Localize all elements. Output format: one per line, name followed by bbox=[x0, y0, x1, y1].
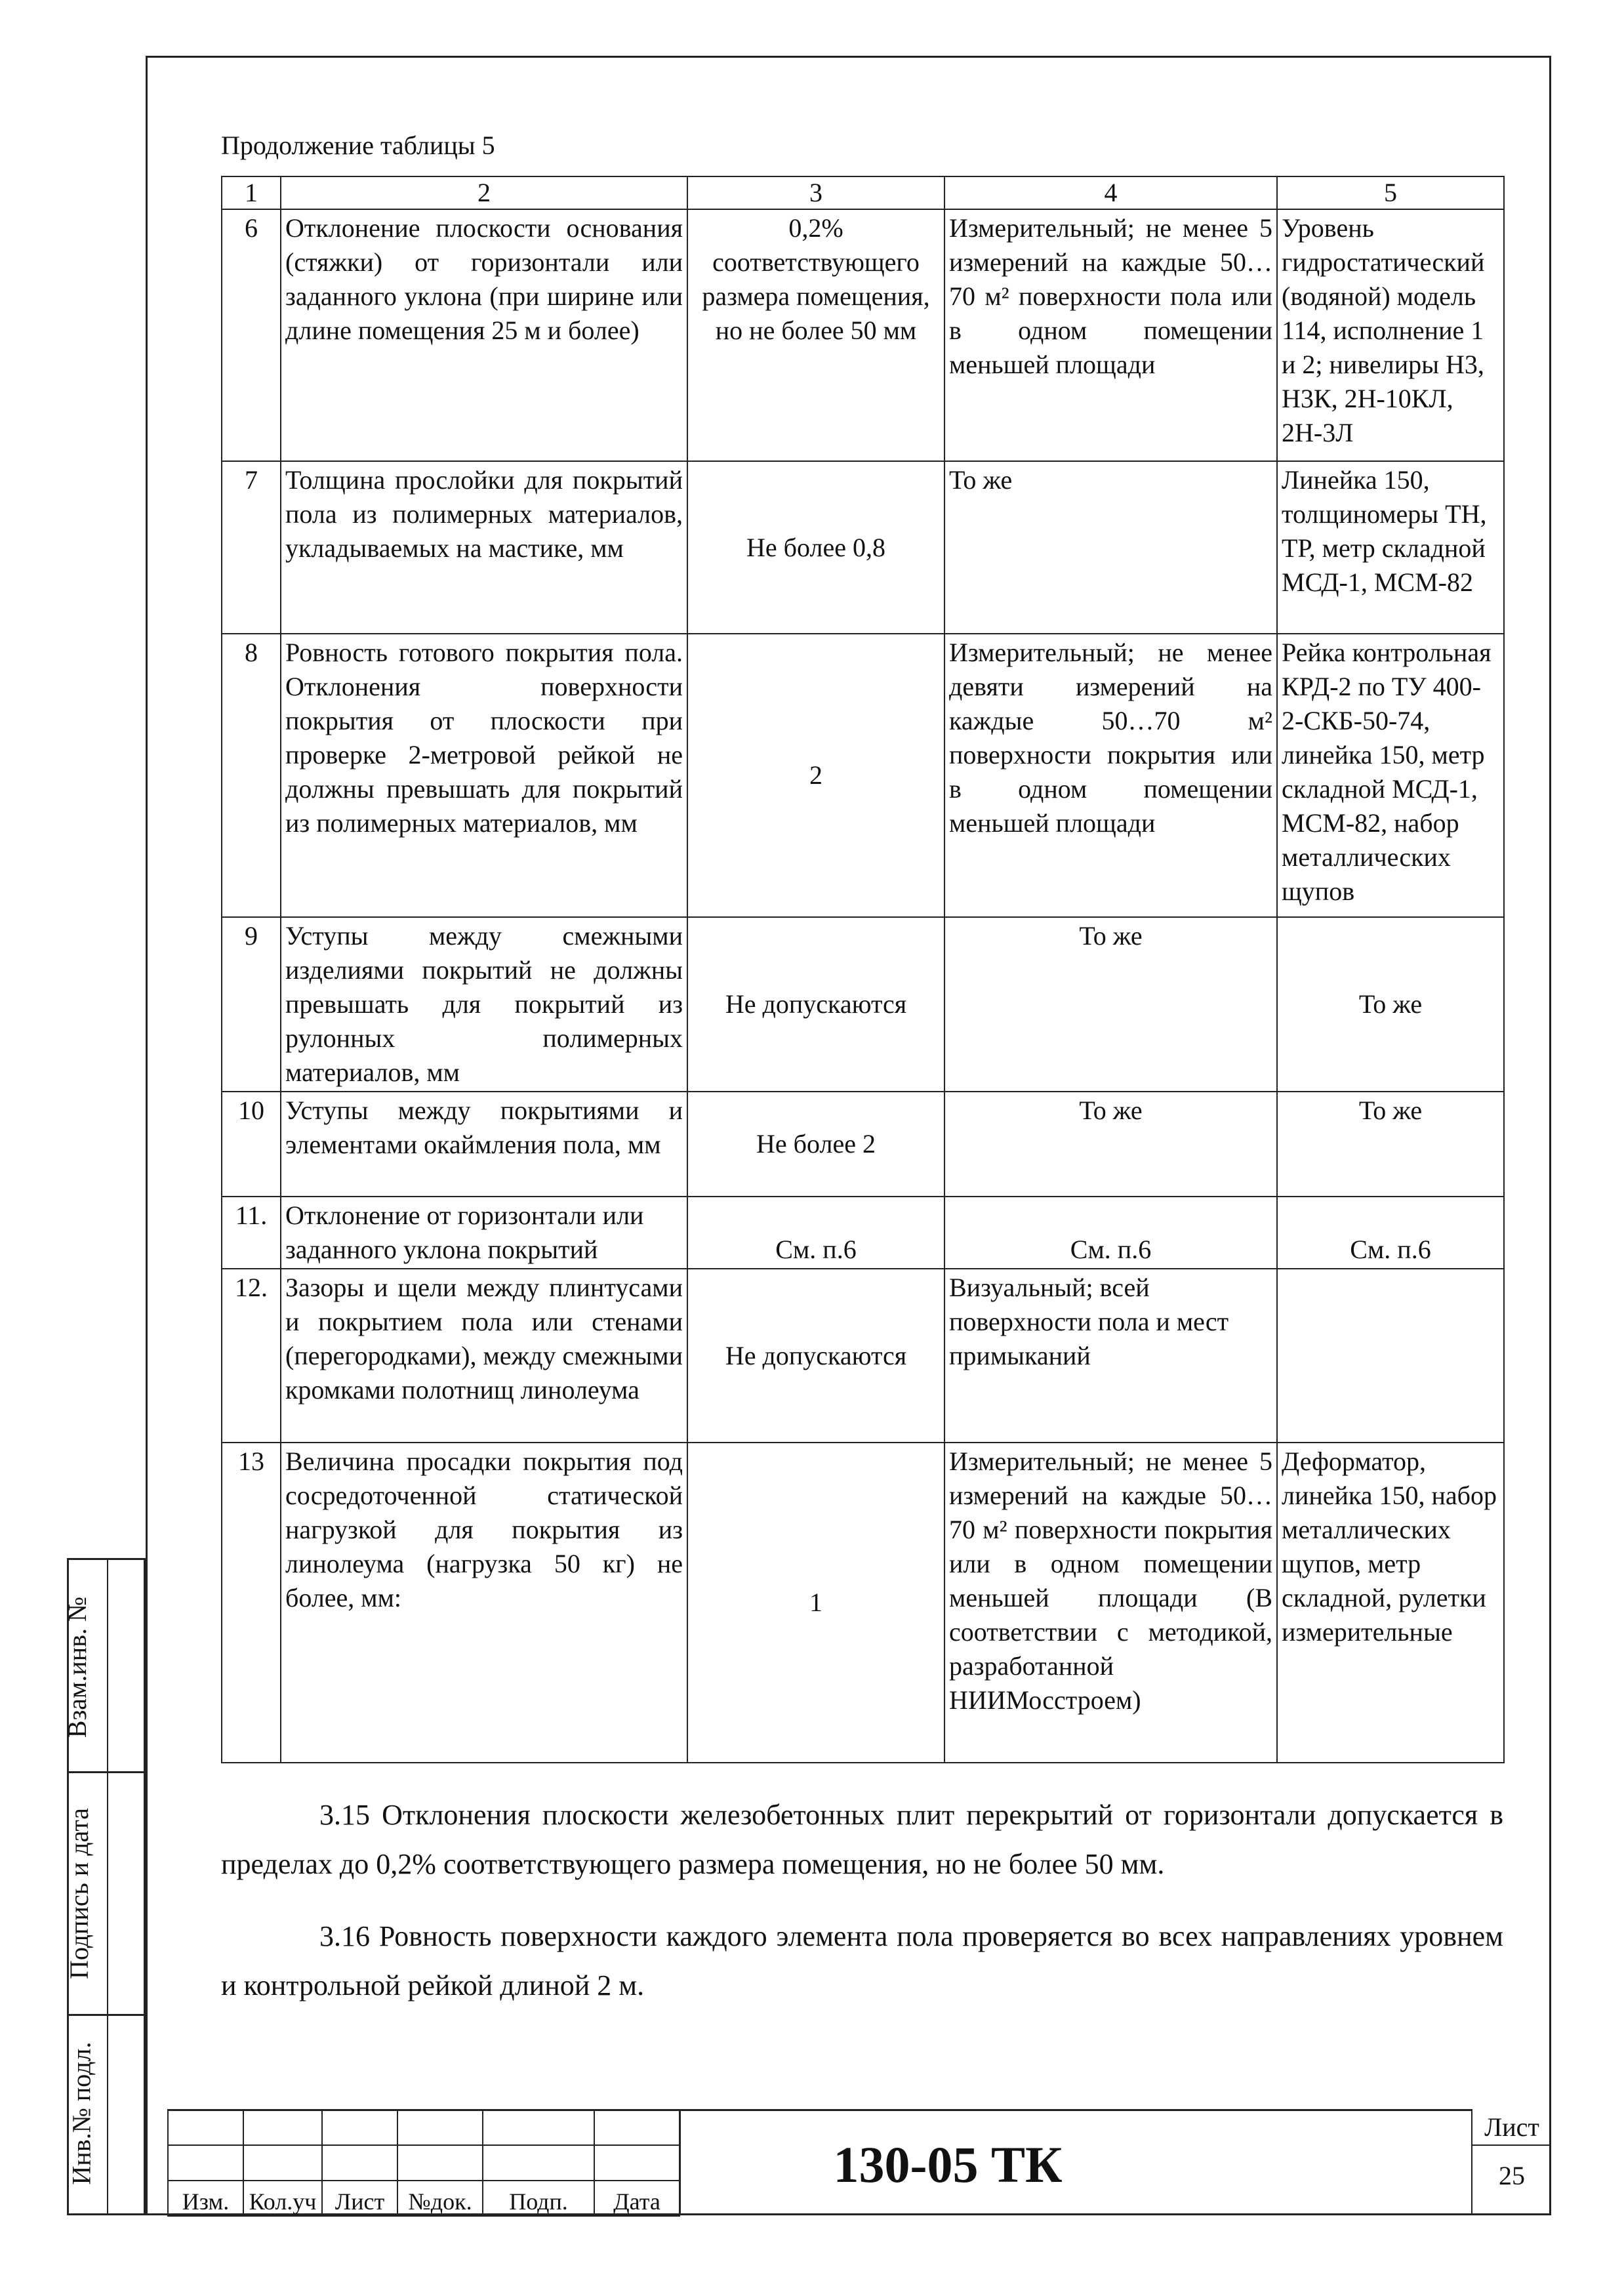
row-tools: Деформатор, линейка 150, набор металлических щупов, метр складной, рулетки измерительные bbox=[1277, 1443, 1504, 1763]
sidebar-podpis-label: Подпись и дата bbox=[64, 1807, 94, 1980]
stamp-col-izm: Изм. bbox=[168, 2181, 243, 2216]
row-value: 0,2% соответствующего размера помещения, но не более 50 мм bbox=[687, 209, 944, 461]
row-value: 2 bbox=[687, 634, 944, 917]
row-method: То же bbox=[944, 1092, 1277, 1197]
row-number: 6 bbox=[222, 209, 281, 461]
title-block-grid bbox=[167, 2109, 680, 2217]
requirements-table bbox=[221, 176, 1505, 1763]
row-parameter: Величина просадки покрытия под сосредоточенной статической нагрузкой для покрытия из линолеума (нагрузка 50 кг) не более, мм: bbox=[281, 1443, 687, 1763]
header-col-1: 1 bbox=[222, 176, 281, 209]
sheet-number: 25 bbox=[1499, 2161, 1525, 2190]
stamp-col-podp: Подп. bbox=[483, 2181, 594, 2216]
row-method: Измерительный; не менее 5 измерений на каждые 50…70 м² поверхности пола или в одном помещении меньшей площади bbox=[944, 209, 1277, 461]
table-row bbox=[222, 917, 1504, 1092]
row-parameter: Уступы между покрытиями и элементами окаймления пола, мм bbox=[281, 1092, 687, 1197]
title-block bbox=[167, 2109, 1551, 2215]
paragraph-3-16: 3.16 Ровность поверхности каждого элемента пола проверяется во всех направлениях уровнем и контрольной рейкой длиной 2 м. bbox=[221, 1920, 1503, 2001]
row-tools: Линейка 150, толщиномеры ТН, ТР, метр складной МСД-1, МСМ-82 bbox=[1277, 461, 1504, 634]
row-value: См. п.6 bbox=[687, 1197, 944, 1269]
row-parameter: Ровность готового покрытия пола. Отклонения поверхности покрытия от плоскости при проверке 2-метровой рейкой не должны превышать для покрытий из полимерных материалов, мм bbox=[281, 634, 687, 917]
table-row bbox=[222, 1269, 1504, 1443]
row-tools: Рейка контрольная КРД-2 по ТУ 400-2-СКБ-50-74, линейка 150, метр складной МСД-1, МСМ-82, набор металлических щупов bbox=[1277, 634, 1504, 917]
table-row bbox=[222, 1443, 1504, 1763]
sidebar-inv-label: Инв.№ подл. bbox=[66, 2041, 96, 2185]
header-col-2: 2 bbox=[281, 176, 687, 209]
row-tools: См. п.6 bbox=[1277, 1197, 1504, 1269]
sidebar-cell-vzam bbox=[62, 1560, 144, 1773]
table-row bbox=[222, 634, 1504, 917]
row-value: 1 bbox=[687, 1443, 944, 1763]
row-number: 13 bbox=[222, 1443, 281, 1763]
sidebar-cell-podpis bbox=[64, 1773, 144, 2016]
row-method: То же bbox=[944, 461, 1277, 634]
row-parameter: Уступы между смежными изделиями покрытий не должны превышать для покрытий из рулонных полимерных материалов, мм bbox=[281, 917, 687, 1092]
row-number: 8 bbox=[222, 634, 281, 917]
header-col-5: 5 bbox=[1277, 176, 1504, 209]
stamp-col-list: Лист bbox=[322, 2181, 397, 2216]
row-parameter: Зазоры и щели между плинтусами и покрытием пола или стенами (перегородками), между смежными кромками полотнищ линолеума bbox=[281, 1269, 687, 1443]
sheet-label: Лист bbox=[1472, 2112, 1551, 2146]
row-value: Не допускаются bbox=[687, 917, 944, 1092]
row-method: Измерительный; не менее 5 измерений на каждые 50…70 м² поверхности покрытия или в одном помещении меньшей площади (В соответствии с методикой, разработанной НИИМосстроем) bbox=[944, 1443, 1277, 1763]
table-caption: Продолжение таблицы 5 bbox=[221, 131, 495, 160]
header-col-3: 3 bbox=[687, 176, 944, 209]
row-parameter: Отклонение от горизонтали или заданного уклона покрытий bbox=[281, 1197, 687, 1269]
row-method: То же bbox=[944, 917, 1277, 1092]
row-parameter: Толщина прослойки для покрытий пола из полимерных материалов, укладываемых на мастике, мм bbox=[281, 461, 687, 634]
document-code: 130-05 ТК bbox=[833, 2136, 1063, 2193]
row-method: Визуальный; всей поверхности пола и мест примыканий bbox=[944, 1269, 1277, 1443]
table-row bbox=[222, 209, 1504, 461]
row-value: Не более 2 bbox=[687, 1092, 944, 1197]
row-number: 12. bbox=[222, 1269, 281, 1443]
table-row bbox=[222, 461, 1504, 634]
row-parameter: Отклонение плоскости основания (стяжки) от горизонтали или заданного уклона (при ширине или длине помещения 25 м и более) bbox=[281, 209, 687, 461]
row-value: Не допускаются bbox=[687, 1269, 944, 1443]
row-value: Не более 0,8 bbox=[687, 461, 944, 634]
sidebar-cell-inv bbox=[66, 2016, 144, 2213]
row-number: 7 bbox=[222, 461, 281, 634]
table-row bbox=[222, 1092, 1504, 1197]
stamp-col-ndoc: №док. bbox=[397, 2181, 483, 2216]
row-tools: То же bbox=[1277, 917, 1504, 1092]
table-row bbox=[222, 1197, 1504, 1269]
row-tools bbox=[1277, 1269, 1504, 1443]
sheet-box bbox=[1471, 2109, 1551, 2215]
row-tools: То же bbox=[1277, 1092, 1504, 1197]
header-col-4: 4 bbox=[944, 176, 1277, 209]
stamp-col-kol: Кол.уч bbox=[243, 2181, 322, 2216]
margin-sidebar bbox=[62, 1558, 146, 2215]
row-number: 10 bbox=[222, 1092, 281, 1197]
sidebar-vzam-label: Взам.инв. № bbox=[62, 1596, 92, 1738]
row-method: Измерительный; не менее девяти измерений на каждые 50…70 м² поверхности покрытия или в одном помещении меньшей площади bbox=[944, 634, 1277, 917]
stamp-col-data: Дата bbox=[594, 2181, 680, 2216]
table-header-row bbox=[222, 176, 1504, 209]
row-number: 11. bbox=[222, 1197, 281, 1269]
row-number: 9 bbox=[222, 917, 281, 1092]
row-tools: Уровень гидростатический (водяной) модель 114, исполнение 1 и 2; нивелиры Н3, Н3К, 2Н-10КЛ, 2Н-3Л bbox=[1277, 209, 1504, 461]
row-method: См. п.6 bbox=[944, 1197, 1277, 1269]
paragraph-3-15: 3.15 Отклонения плоскости железобетонных плит перекрытий от горизонтали допускается в пределах до 0,2% соответствующего размера помещения, но не более 50 мм. bbox=[221, 1799, 1503, 1880]
